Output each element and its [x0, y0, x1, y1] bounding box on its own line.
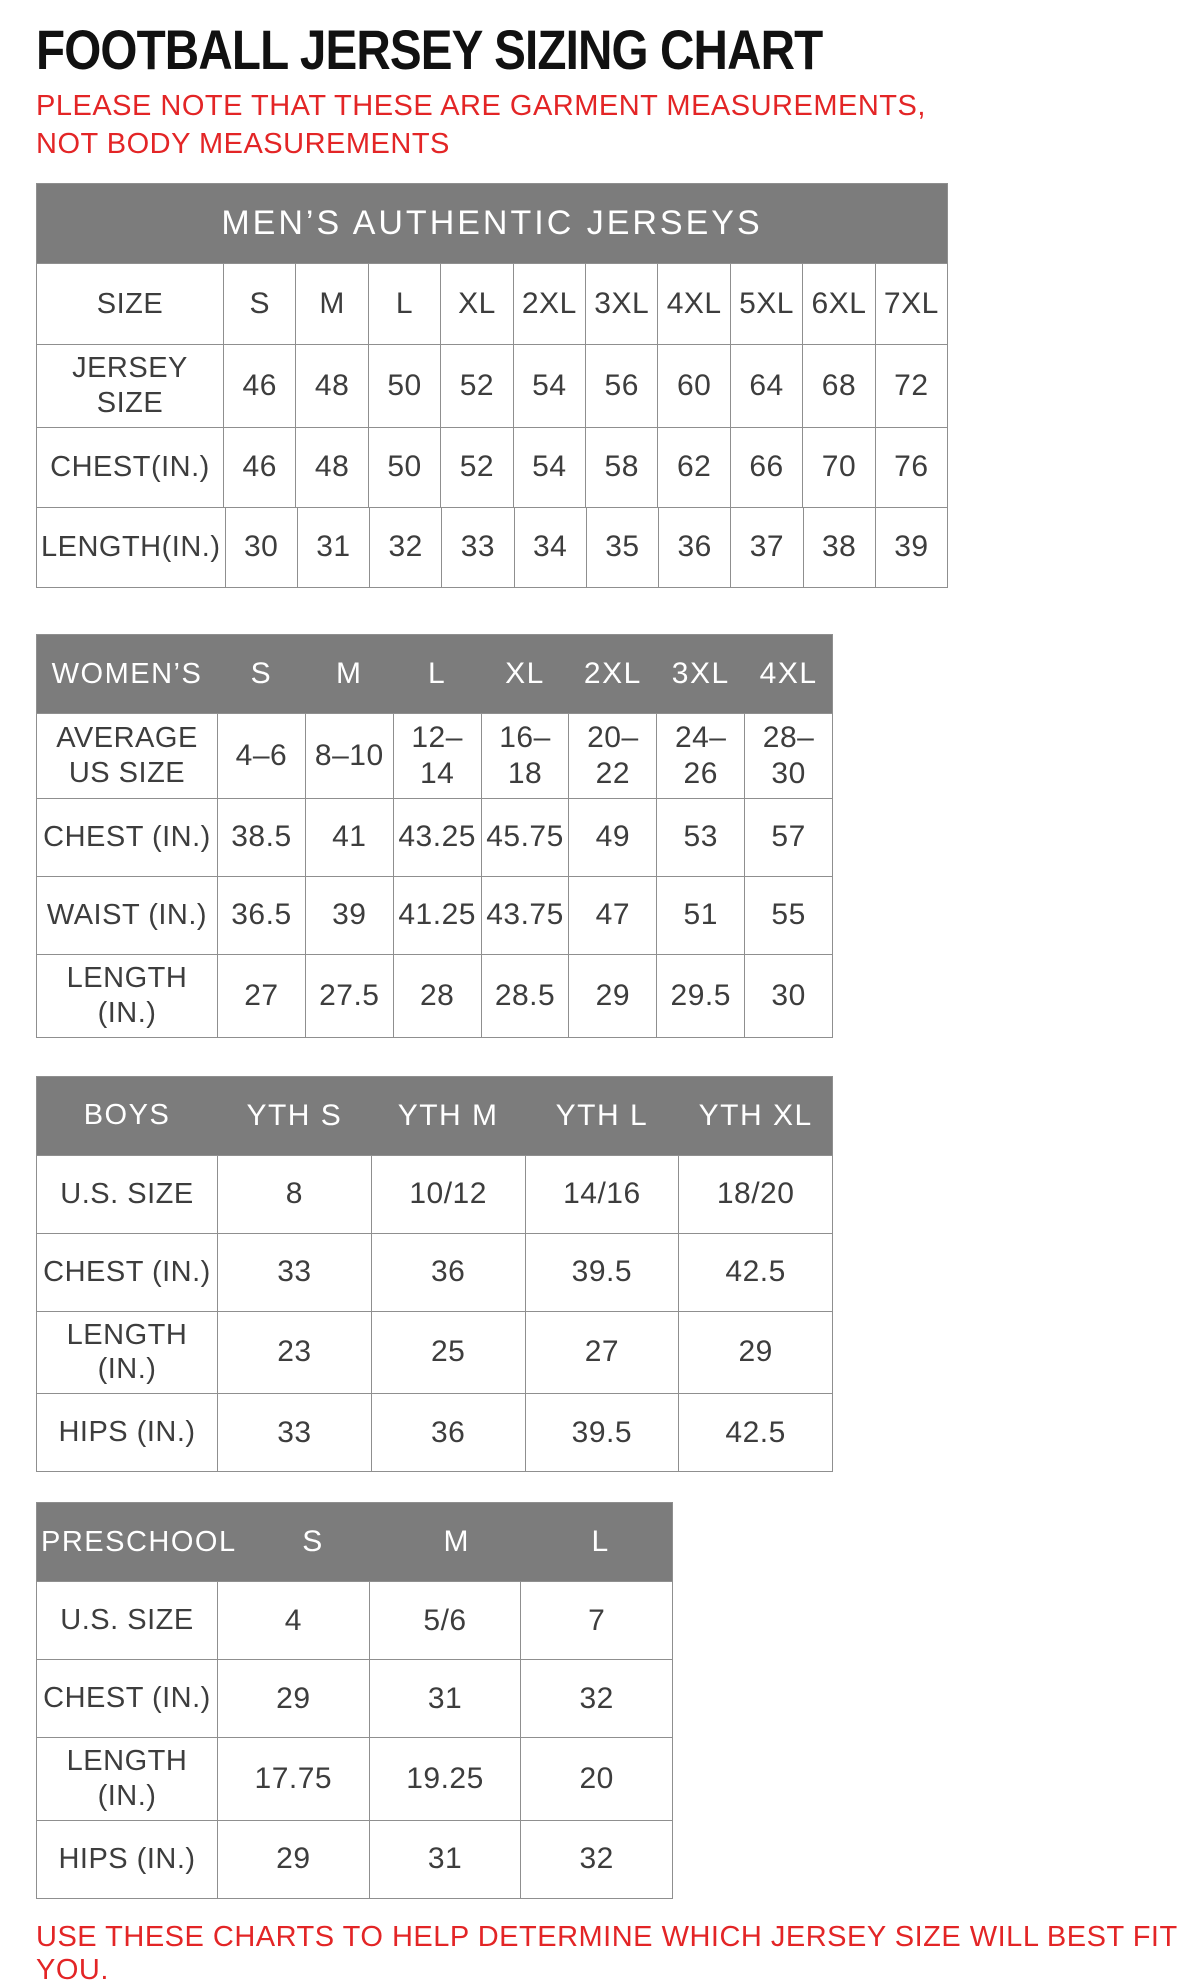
value-cell: 42.5	[678, 1394, 832, 1471]
value-cell: 54	[513, 428, 585, 507]
value-cell: 3XL	[671, 656, 730, 690]
value-cell: 42.5	[678, 1234, 832, 1311]
value-cell: 41.25	[393, 877, 481, 954]
value-cell: 5XL	[730, 264, 802, 344]
value-cell: 10/12	[371, 1156, 525, 1233]
value-cell: 39	[875, 508, 947, 587]
value-cell: 62	[657, 428, 729, 507]
value-cell: 47	[568, 877, 656, 954]
value-cell: 54	[513, 345, 585, 427]
row-label: CHEST (IN.)	[43, 1682, 211, 1715]
row-label: PRESCHOOL	[41, 1525, 237, 1558]
value-cell: 50	[368, 345, 440, 427]
table-row	[37, 1581, 672, 1659]
value-cell: 57	[744, 799, 832, 876]
table-row	[37, 1820, 672, 1898]
value-cell: 66	[730, 428, 802, 507]
value-cell: 27	[525, 1312, 679, 1394]
value-cell: 17.75	[217, 1738, 369, 1820]
row-label: SIZE	[96, 287, 164, 320]
value-cell: 28	[393, 955, 481, 1037]
value-cell: 7XL	[875, 264, 947, 344]
table-row	[37, 954, 832, 1037]
value-cell: 20–22	[568, 714, 656, 798]
table-row	[37, 1233, 832, 1311]
row-label: CHEST (IN.)	[43, 821, 211, 854]
value-cell: 3XL	[585, 264, 657, 344]
womens-table	[36, 634, 833, 1038]
value-cell: XL	[505, 656, 545, 690]
value-cell: 6XL	[802, 264, 874, 344]
row-label: WOMEN’S	[51, 657, 203, 690]
boys-table-body	[37, 1077, 832, 1472]
value-cell: 64	[730, 345, 802, 427]
value-cell: 53	[656, 799, 744, 876]
table-row	[37, 798, 832, 876]
value-cell: 14/16	[525, 1156, 679, 1233]
value-cell: 43.75	[481, 877, 569, 954]
value-cell: 36	[658, 508, 730, 587]
value-cell: XL	[440, 264, 512, 344]
value-cell: 46	[223, 345, 295, 427]
value-cell: 24–26	[656, 714, 744, 798]
preschool-table	[36, 1502, 673, 1899]
value-cell: 38.5	[217, 799, 305, 876]
row-label: U.S. SIZE	[60, 1604, 194, 1637]
table-row	[37, 1659, 672, 1737]
page-subtitle: PLEASE NOTE THAT THESE ARE GARMENT MEASUREMENTS, NOT BODY MEASUREMENTS	[36, 90, 926, 160]
value-cell: 37	[730, 508, 802, 587]
value-cell: 4XL	[759, 656, 818, 690]
value-cell: 2XL	[583, 656, 642, 690]
value-cell: 31	[369, 1821, 521, 1898]
value-cell: 30	[225, 508, 297, 587]
value-cell: 33	[441, 508, 513, 587]
value-cell: S	[223, 264, 295, 344]
mens-table-title: MEN’S AUTHENTIC JERSEYS	[37, 184, 947, 264]
row-label: LENGTH (IN.)	[66, 961, 188, 1029]
table-header-row	[37, 1077, 832, 1155]
row-label: AVERAGE US SIZE	[56, 722, 198, 789]
mens-table	[36, 183, 948, 588]
value-cell: 29	[217, 1660, 369, 1737]
table-row	[37, 1311, 832, 1394]
value-cell: 49	[568, 799, 656, 876]
value-cell: 33	[217, 1234, 371, 1311]
value-cell: 16–18	[481, 714, 569, 798]
value-cell: 28.5	[481, 955, 569, 1037]
footer-note: USE THESE CHARTS TO HELP DETERMINE WHICH JERSEY SIZE WILL BEST FIT YOU.	[36, 1920, 1178, 1986]
value-cell: 34	[514, 508, 586, 587]
value-cell: 5/6	[369, 1582, 521, 1659]
value-cell: L	[428, 656, 447, 690]
value-cell: 60	[657, 345, 729, 427]
value-cell: 39	[305, 877, 393, 954]
value-cell: L	[591, 1525, 610, 1559]
table-row	[37, 1737, 672, 1820]
value-cell: 36	[371, 1394, 525, 1471]
table-row	[37, 1155, 832, 1233]
value-cell: 30	[744, 955, 832, 1037]
value-cell: M	[295, 264, 367, 344]
value-cell: 27.5	[305, 955, 393, 1037]
value-cell: 32	[520, 1660, 672, 1737]
value-cell: 25	[371, 1312, 525, 1394]
value-cell: 45.75	[481, 799, 569, 876]
value-cell: 29.5	[656, 955, 744, 1037]
mens-table-body	[37, 264, 947, 587]
row-label: HIPS (IN.)	[58, 1842, 196, 1875]
value-cell: 36	[371, 1234, 525, 1311]
value-cell: 43.25	[393, 799, 481, 876]
value-cell: 33	[217, 1394, 371, 1471]
value-cell: 55	[744, 877, 832, 954]
value-cell: 38	[803, 508, 875, 587]
value-cell: 8–10	[305, 714, 393, 798]
table-header-row	[37, 635, 832, 713]
value-cell: 72	[875, 345, 947, 427]
boys-table	[36, 1076, 833, 1473]
table-row	[37, 507, 947, 587]
value-cell: 23	[217, 1312, 371, 1394]
value-cell: 36.5	[217, 877, 305, 954]
value-cell: 41	[305, 799, 393, 876]
table-header-row	[37, 1503, 672, 1581]
table-row	[37, 264, 947, 344]
value-cell: 4XL	[657, 264, 729, 344]
row-label: LENGTH (IN.)	[66, 1745, 188, 1812]
value-cell: 32	[369, 508, 441, 587]
row-label: JERSEY SIZE	[72, 352, 188, 420]
value-cell: 56	[585, 345, 657, 427]
value-cell: 19.25	[369, 1738, 521, 1820]
row-label: BOYS	[83, 1099, 171, 1132]
table-row	[37, 876, 832, 954]
table-row	[37, 1393, 832, 1471]
value-cell: 2XL	[513, 264, 585, 344]
value-cell: 39.5	[525, 1394, 679, 1471]
value-cell: 52	[440, 345, 512, 427]
row-label: CHEST(IN.)	[50, 451, 210, 484]
value-cell: 29	[678, 1312, 832, 1394]
value-cell: 68	[802, 345, 874, 427]
table-row	[37, 344, 947, 427]
value-cell: 20	[520, 1738, 672, 1820]
value-cell: 28–30	[744, 714, 832, 798]
row-label: CHEST (IN.)	[43, 1255, 211, 1288]
value-cell: 50	[368, 428, 440, 507]
womens-table-body	[37, 635, 832, 1037]
row-label: U.S. SIZE	[60, 1177, 194, 1210]
sizing-chart-page	[36, 18, 1180, 1987]
value-cell: 4	[217, 1582, 369, 1659]
value-cell: S	[250, 656, 273, 690]
value-cell: 7	[520, 1582, 672, 1659]
value-cell: 51	[656, 877, 744, 954]
value-cell: 12–14	[393, 714, 481, 798]
value-cell: L	[368, 264, 440, 344]
value-cell: 4–6	[217, 714, 305, 798]
value-cell: 32	[520, 1821, 672, 1898]
value-cell: 8	[217, 1156, 371, 1233]
value-cell: 52	[440, 428, 512, 507]
value-cell: 39.5	[525, 1234, 679, 1311]
value-cell: 31	[297, 508, 369, 587]
row-label: WAIST (IN.)	[46, 899, 208, 932]
row-label: HIPS (IN.)	[58, 1416, 196, 1449]
value-cell: YTH L	[555, 1098, 649, 1132]
row-label: LENGTH(IN.)	[41, 531, 221, 564]
value-cell: 70	[802, 428, 874, 507]
value-cell: M	[336, 656, 363, 690]
value-cell: 58	[585, 428, 657, 507]
page-title: FOOTBALL JERSEY SIZING CHART	[36, 18, 823, 81]
value-cell: 18/20	[678, 1156, 832, 1233]
value-cell: 35	[586, 508, 658, 587]
value-cell: YTH M	[397, 1098, 499, 1132]
value-cell: 29	[568, 955, 656, 1037]
row-label: LENGTH (IN.)	[66, 1318, 188, 1386]
value-cell: 27	[217, 955, 305, 1037]
value-cell: 29	[217, 1821, 369, 1898]
value-cell: 46	[223, 428, 295, 507]
value-cell: M	[443, 1525, 471, 1559]
value-cell: YTH XL	[698, 1098, 813, 1132]
table-row	[37, 427, 947, 507]
value-cell: 48	[295, 345, 367, 427]
value-cell: S	[302, 1525, 324, 1559]
value-cell: 48	[295, 428, 367, 507]
table-row	[37, 713, 832, 798]
value-cell: YTH S	[246, 1098, 343, 1132]
value-cell: 31	[369, 1660, 521, 1737]
preschool-table-body	[37, 1503, 672, 1898]
value-cell: 76	[875, 428, 947, 507]
